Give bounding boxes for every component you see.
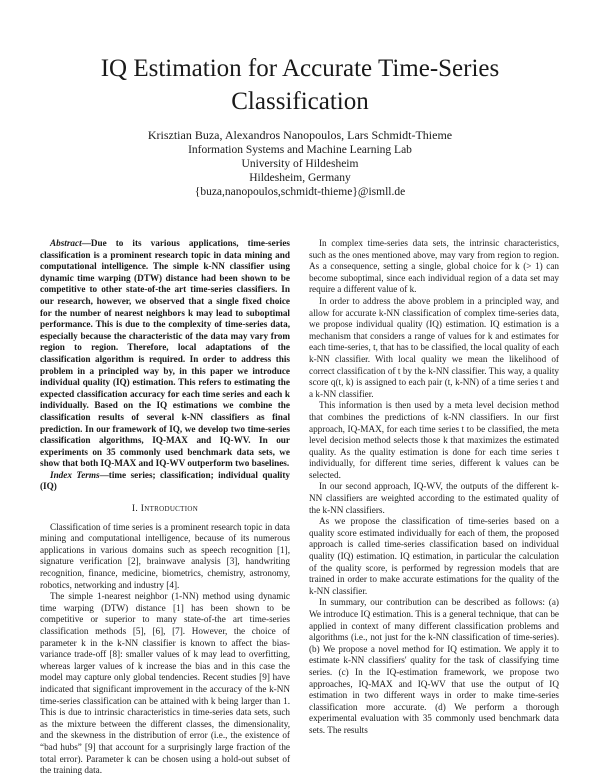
author-university: University of Hildesheim: [241, 158, 359, 170]
paper-title: IQ Estimation for Accurate Time-Series Classification: [100, 55, 500, 115]
right-column: [309, 238, 559, 737]
right-paragraph: In order to address the above problem in a principled way, and allow for accurate k-NN classification of complex time-series data, we propose individual quality (IQ) estimation. IQ estimation is a mechanism that considers a range of values for k and estimates for each time-series, t, that has to be classified, the local quality of each k-NN classifier. With local quality we mean the likelihood of correct classification of t by the k-NN classifier. This way, a quality score q(t, k) is assigned to each pair (t, k-NN) of a time series t and a k-NN classifier.: [309, 295, 559, 399]
author-email: {buza,nanopoulos,schmidt-thieme}@ismll.de: [194, 186, 406, 198]
section-title: Introduction: [140, 504, 199, 515]
author-location: Hildesheim, Germany: [249, 172, 351, 184]
author-names: Krisztian Buza, Alexandros Nanopoulos, Lars Schmidt-Thieme: [147, 128, 453, 142]
right-paragraph: In our second approach, IQ-WV, the outputs of the different k-NN classifiers are weighted according to the estimated quality of the k-NN classifiers.: [309, 481, 559, 515]
right-paragraph: In summary, our contribution can be described as follows: (a) We introduce IQ estimation. This is a general technique, that can be applied in context of many different classification problems and algorithms (i.e., not just for the k-NN classification of time-series). (b) We propose a novel method for IQ estimation. We apply it to estimate k-NN classifiers' quality for the task of classifying time series. (c) In the IQ-estimation framework, we propose two approaches, IQ-MAX and IQ-WV that use the output of IQ estimation in two different ways in order to make time-series classification more accurate. (d) We perform a thorough experimental evaluation with 35 commonly used benchmark data sets. The results: [309, 597, 559, 735]
abstract-text: —Due to its various applications, time-series classification is a prominent research topic in data mining and computational intelligence. The simple k-NN classifier using dynamic time warping (DTW) distance had been shown to be competitive to other state-of-the art time-series classifiers. In our research, however, we observed that a single fixed choice for the number of nearest neighbors k may lead to suboptimal performance. This is due to the complexity of time-series data, especially because the characteristic of the data may vary from region to region. Therefore, local adaptations of the classification algorithm is required. In order to address this problem in a principled way by, in this paper we introduce individual quality (IQ) estimation. This refers to estimating the expected classification accuracy for each time series and each k individually. Based on the IQ estimations we combine the classification results of several k-NN classifiers as final prediction. In our framework of IQ, we develop two time-series classification algorithms, IQ-MAX and IQ-WV. In our experiments on 35 commonly used benchmark data sets, we show that both IQ-MAX and IQ-WV outperform two baselines.: [40, 238, 290, 469]
right-paragraph: This information is then used by a meta level decision method that combines the predictions of k-NN classifiers. In our first approach, IQ-MAX, for each time series t to be classified, the meta level decision method selects those k that maximizes the estimated quality. As the quality estimation is done for each time series t individually, for different time series, different k values can be selected.: [309, 400, 559, 480]
abstract-lead: Abstract: [50, 238, 82, 248]
section-number: I.: [131, 504, 139, 515]
right-paragraph: As we propose the classification of time-series based on a quality score estimated individually for each of them, the proposed approach is called time-series classification based on individual quality (IQ) estimation. IQ estimation, in particular the calculation of the quality score, is performed by regression models that are trained in order to make accurate estimations for the quality of the k-NN classifier.: [309, 516, 559, 596]
left-paragraph: The simple 1-nearest neighbor (1-NN) method using dynamic time warping (DTW) distance [1] has been shown to be competitive or superior to many state-of-the art time-series classification methods [5], [6], [7]. However, the choice of parameter k in the k-NN classifier is known to affect the bias-variance trade-off [8]: smaller values of k may lead to overfitting, whereas larger values of k increase the bias and in this case the model may capture only global tendencies. Recent studies [9] have indicated that significant improvement in the accuracy of the k-NN time-series classification can be attained with k being larger than 1. This is due to intrinsic characteristics in time-series data sets, such as the mixture between the different classes, the dimensionality, and the skewness in the distribution of error (i.e., the existence of “bad hubs” [9] that account for a surprisingly large fraction of the total error). Parameter k can be chosen using a hold-out subset of the training data.: [40, 591, 290, 776]
author-block: [40, 128, 560, 199]
index-terms: [40, 470, 290, 493]
section-heading-introduction: [40, 504, 290, 516]
left-paragraph: Classification of time series is a prominent research topic in data mining and computational intelligence, because of its numerous applications in various domains such as speech recognition [1], signature verification [2], brainwave analysis [3], handwriting recognition, finance, medicine, biometrics, chemistry, astronomy, robotics, networking and industry [4].: [40, 521, 290, 590]
abstract: [40, 238, 290, 470]
index-terms-text: —time series; classification; individual quality (IQ): [40, 469, 290, 492]
left-column: [40, 238, 290, 777]
index-terms-lead: Index Terms: [50, 469, 100, 480]
right-paragraph: In complex time-series data sets, the intrinsic characteristics, such as the ones mentioned above, may vary from region to region. As a consequence, setting a single, global choice for k (> 1) can become suboptimal, since each individual region of a data set may require a different value of k.: [309, 238, 559, 295]
author-lab: Information Systems and Machine Learning Lab: [188, 144, 412, 156]
